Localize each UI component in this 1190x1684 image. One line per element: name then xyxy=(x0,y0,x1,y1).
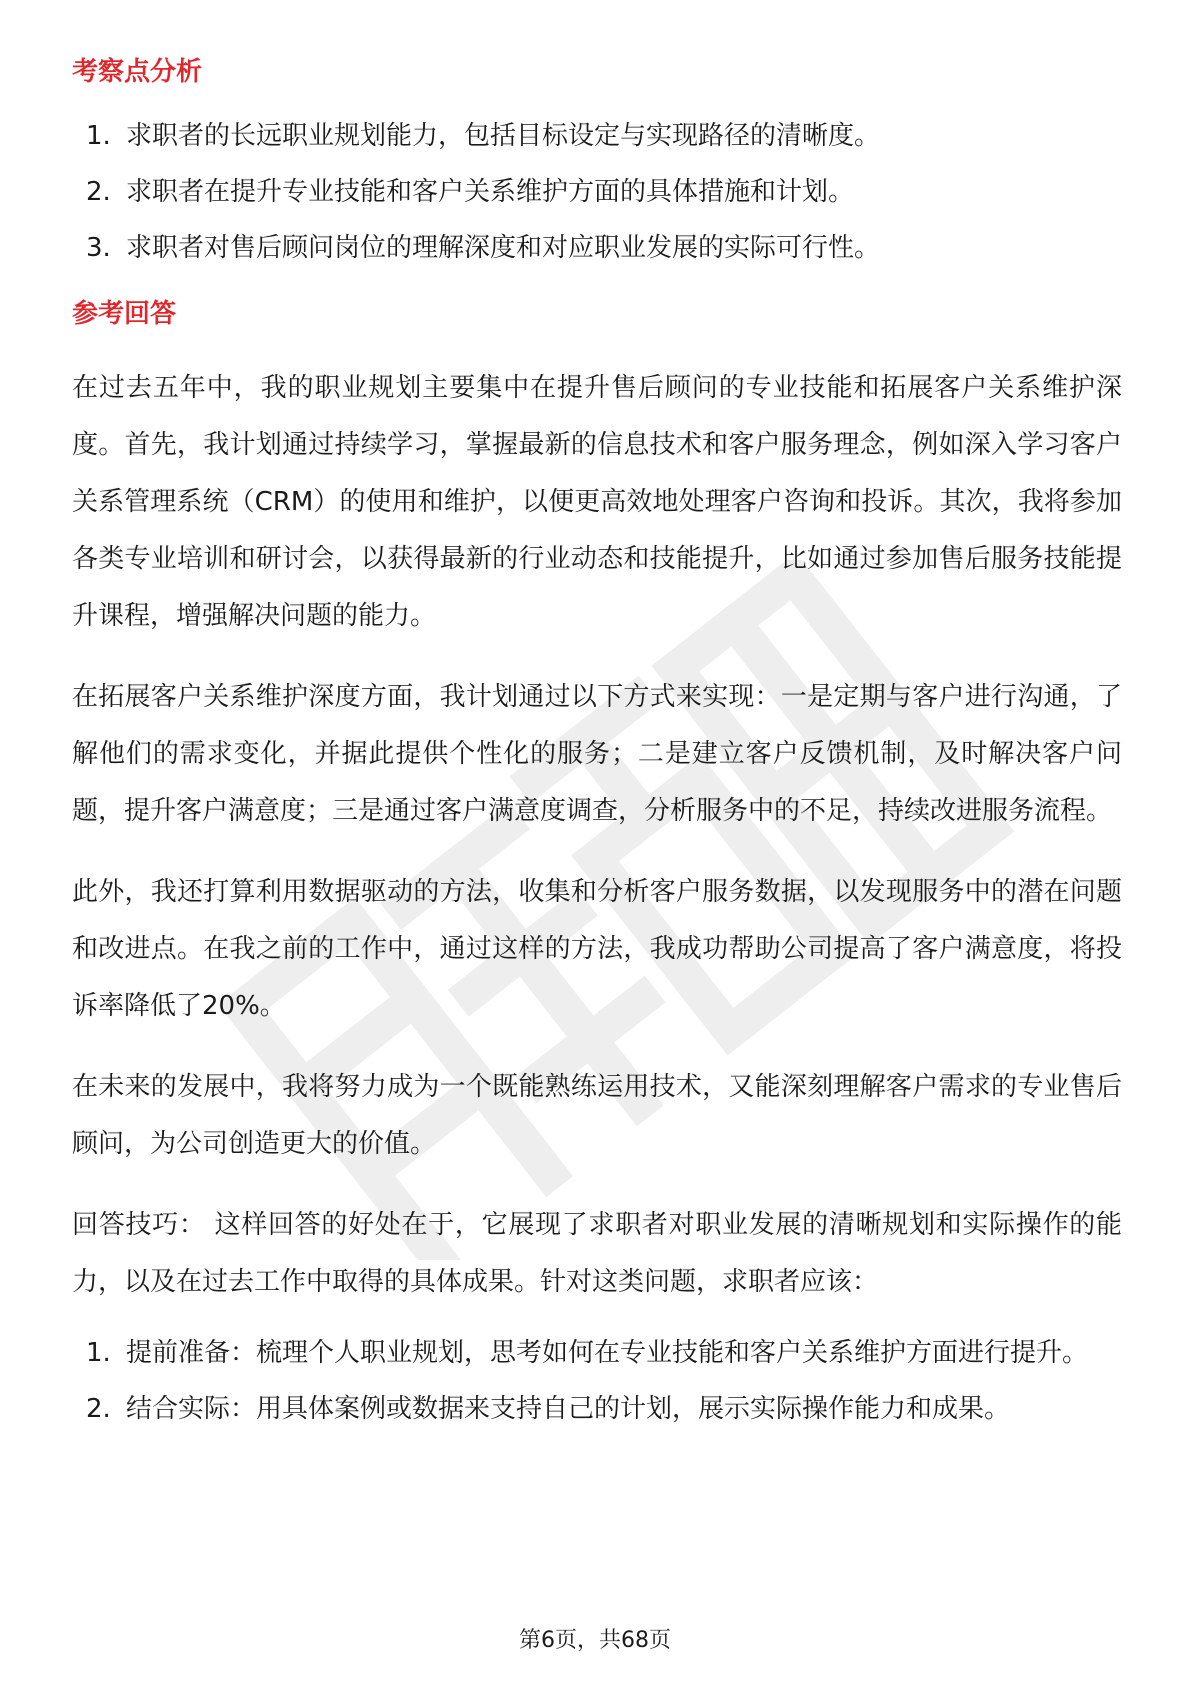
list-item xyxy=(72,108,1122,164)
list-item xyxy=(72,164,1122,220)
list-item-number: 2. xyxy=(86,1394,111,1424)
list-item-number: 1. xyxy=(86,121,111,151)
list-item-text: 提前准备：梳理个人职业规划，思考如何在专业技能和客户关系维护方面进行提升。 xyxy=(126,1338,1089,1368)
list-item-text: 求职者对售后顾问岗位的理解深度和对应职业发展的实际可行性。 xyxy=(126,233,881,263)
tips-list xyxy=(72,1325,1122,1437)
list-item-number: 2. xyxy=(86,177,111,207)
page-number-footer: 第6页，共68页 xyxy=(519,1628,671,1653)
document-content xyxy=(72,48,1122,1437)
list-item-text: 结合实际：用具体案例或数据来支持自己的计划，展示实际操作能力和成果。 xyxy=(126,1394,1011,1424)
list-item xyxy=(72,1325,1122,1381)
list-item-number: 3. xyxy=(86,233,111,263)
answer-paragraph: 在过去五年中，我的职业规划主要集中在提升售后顾问的专业技能和拓展客户关系维护深度。首先，我计划通过持续学习，掌握最新的信息技术和客户服务理念，例如深入学习客户关系管理系统（CRM）的使用和维护，以便更高效地处理客户咨询和投诉。其次，我将参加各类专业培训和研讨会，以获得最新的行业动态和技能提升，比如通过参加售后服务技能提升课程，增强解决问题的能力。 xyxy=(72,373,1122,631)
answer-tips-intro: 回答技巧： 这样回答的好处在于，它展现了求职者对职业发展的清晰规划和实际操作的能力，以及在过去工作中取得的具体成果。针对这类问题，求职者应该： xyxy=(72,1210,1122,1297)
answer-paragraph: 此外，我还打算利用数据驱动的方法，收集和分析客户服务数据，以发现服务中的潜在问题和改进点。在我之前的工作中，通过这样的方法，我成功帮助公司提高了客户满意度，将投诉率降低了20%。 xyxy=(72,877,1122,1021)
analysis-list xyxy=(72,108,1122,276)
list-item-text: 求职者在提升专业技能和客户关系维护方面的具体措施和计划。 xyxy=(126,177,855,207)
list-item xyxy=(72,220,1122,276)
list-item-number: 1. xyxy=(86,1338,111,1368)
section-title-answer: 参考回答 xyxy=(72,299,177,329)
list-item-text: 求职者的长远职业规划能力，包括目标设定与实现路径的清晰度。 xyxy=(126,121,881,151)
list-item xyxy=(72,1381,1122,1437)
section-title-analysis: 考察点分析 xyxy=(72,57,203,87)
answer-paragraph: 在未来的发展中，我将努力成为一个既能熟练运用技术，又能深刻理解客户需求的专业售后顾问，为公司创造更大的价值。 xyxy=(72,1072,1122,1159)
answer-paragraph: 在拓展客户关系维护深度方面，我计划通过以下方式来实现：一是定期与客户进行沟通，了解他们的需求变化，并据此提供个性化的服务；二是建立客户反馈机制，及时解决客户问题，提升客户满意度；三是通过客户满意度调查，分析服务中的不足，持续改进服务流程。 xyxy=(72,682,1122,826)
